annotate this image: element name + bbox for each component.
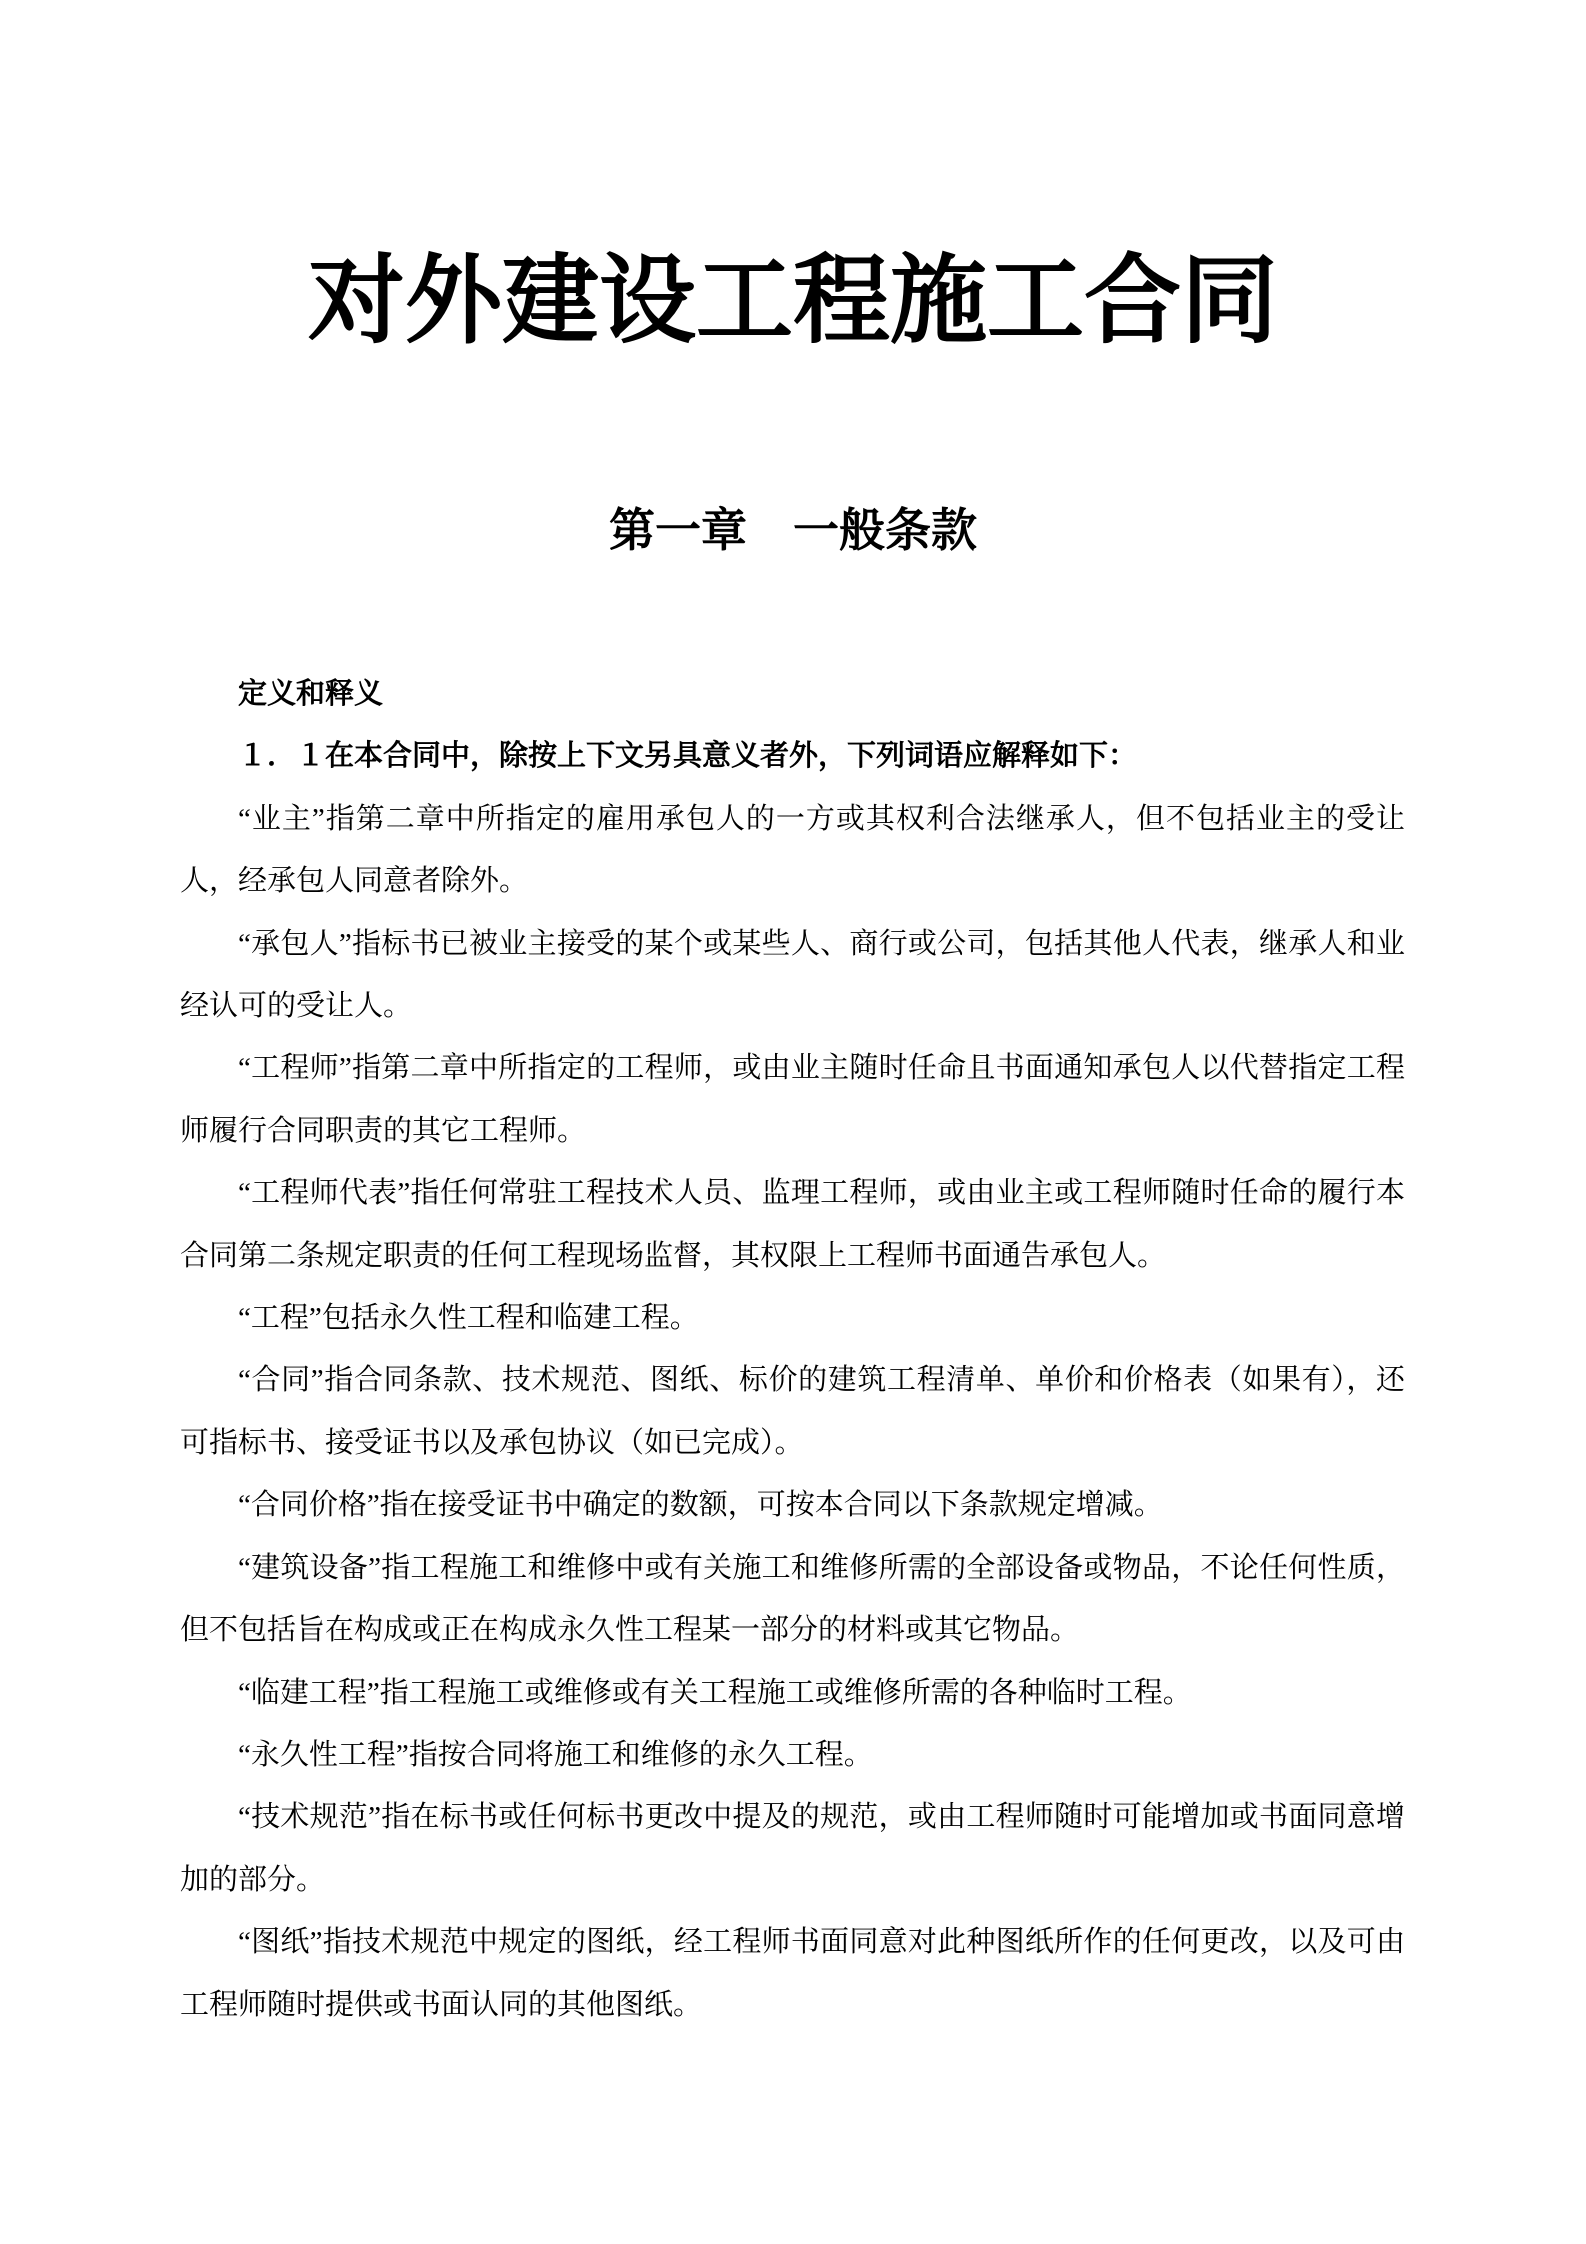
definition-paragraph: “工程师”指第二章中所指定的工程师，或由业主随时任命且书面通知承包人以代替指定工程师履行合同职责的其它工程师。 (180, 1052, 1405, 1147)
definition-paragraph: “承包人”指标书已被业主接受的某个或某些人、商行或公司，包括其他人代表，继承人和业经认可的受让人。 (180, 927, 1405, 1023)
document-title: 对外建设工程施工合同 (308, 248, 1278, 355)
definition-paragraph: “建筑设备”指工程施工和维修中或有关施工和维修所需的全部设备或物品，不论任何性质，但不包括旨在构成或正在构成永久性工程某一部分的材料或其它物品。 (180, 1551, 1405, 1647)
definitions-section (180, 663, 1405, 2036)
definition-paragraph: “技术规范”指在标书或任何标书更改中提及的规范，或由工程师随时可能增加或书面同意增加的部分。 (180, 1801, 1405, 1896)
definition-paragraph: “临建工程”指工程施工或维修或有关工程施工或维修所需的各种临时工程。 (238, 1676, 1192, 1709)
definition-paragraph: “业主”指第二章中所指定的雇用承包人的一方或其权利合法继承人，但不包括业主的受让人，经承包人同意者除外。 (180, 802, 1405, 898)
definition-paragraph: “工程师代表”指任何常驻工程技术人员、监理工程师，或由业主或工程师随时任命的履行本合同第二条规定职责的任何工程现场监督，其权限上工程师书面通告承包人。 (180, 1177, 1405, 1272)
chapter-heading: 第一章 一般条款 (609, 505, 977, 556)
clause-intro: １．１在本合同中，除按上下文另具意义者外，下列词语应解释如下： (238, 740, 1138, 773)
definition-paragraph: “工程”包括永久性工程和临建工程。 (238, 1302, 699, 1335)
definition-paragraph: “合同价格”指在接受证书中确定的数额，可按本合同以下条款规定增减。 (238, 1489, 1163, 1522)
definition-paragraph: “永久性工程”指按合同将施工和维修的永久工程。 (238, 1738, 873, 1771)
definition-paragraph: “合同”指合同条款、技术规范、图纸、标价的建筑工程清单、单价和价格表（如果有），还可指标书、接受证书以及承包协议（如已完成）。 (180, 1364, 1405, 1459)
definition-paragraph: “图纸”指技术规范中规定的图纸，经工程师书面同意对此种图纸所作的任何更改，以及可由工程师随时提供或书面认同的其他图纸。 (180, 1926, 1405, 2021)
section-heading: 定义和释义 (238, 678, 384, 710)
